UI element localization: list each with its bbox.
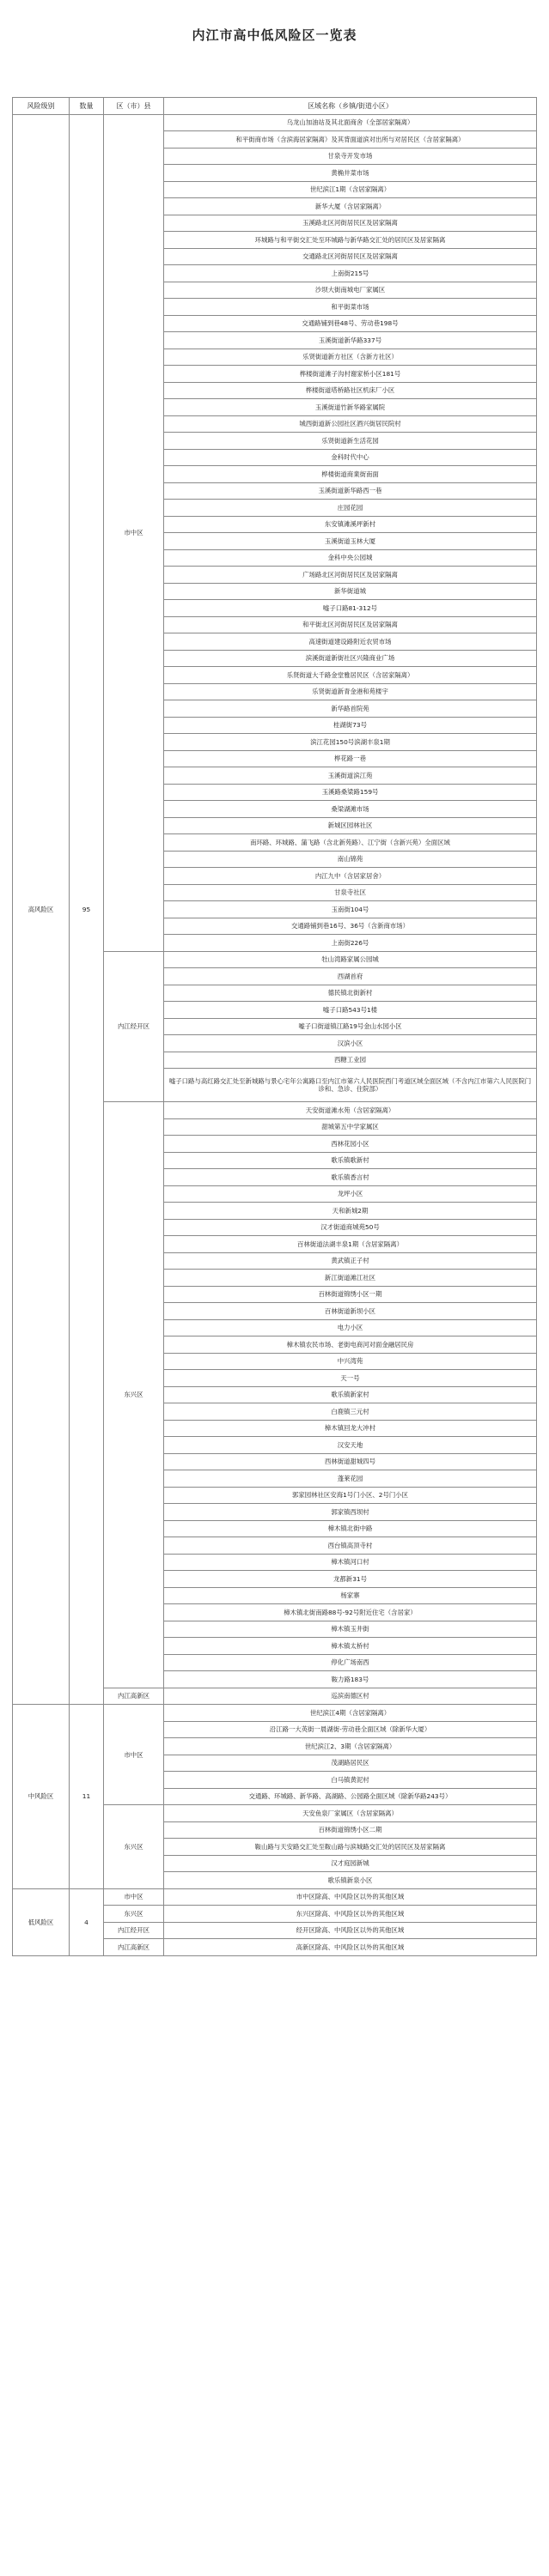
- area-name-cell: 金科中央公园城: [164, 549, 537, 567]
- area-name-cell: 东安镇滩溪坪新村: [164, 516, 537, 533]
- area-name-cell: 歌乐镇香言村: [164, 1169, 537, 1186]
- area-name-cell: 玉南街104号: [164, 901, 537, 918]
- count-cell: 11: [70, 1705, 104, 1889]
- area-name-cell: 樟木镇回龙大冲村: [164, 1420, 537, 1437]
- area-name-cell: 黄桷井菜市场: [164, 165, 537, 182]
- area-name-cell: 嘘子口街道镇江路19号金山水园小区: [164, 1018, 537, 1035]
- area-name-cell: 电力小区: [164, 1319, 537, 1336]
- area-name-cell: 玉溪街道新华路337号: [164, 332, 537, 349]
- area-name-cell: 鞍山路与天安路交汇处至鞍山路与滨城路交汇处的居民区及居家隔离: [164, 1839, 537, 1856]
- area-name-cell: 世纪滨江1期（含居家隔离）: [164, 181, 537, 198]
- area-name-cell: 樟木镇北街南路88号-92号附近住宅（含居家）: [164, 1604, 537, 1621]
- area-name-cell: 内江九中（含居家居舍）: [164, 868, 537, 885]
- district-cell: 内江经开区: [104, 951, 164, 1102]
- area-name-cell: 玉溪街道玉林大厦: [164, 533, 537, 550]
- area-name-cell: 世纪滨江2、3期（含居家隔离）: [164, 1738, 537, 1755]
- area-name-cell: 桑梁湖滩市场: [164, 801, 537, 818]
- area-name-cell: 甘泉寺开发市场: [164, 148, 537, 165]
- area-name-cell: 鞍力路183号: [164, 1671, 537, 1688]
- area-name-cell: 郭家园林社区安海1号门小区、2号门小区: [164, 1487, 537, 1504]
- area-name-cell: 西林花园小区: [164, 1136, 537, 1153]
- header-count: 数量: [70, 98, 104, 115]
- area-name-cell: 牡山湾路家属公园城: [164, 951, 537, 968]
- area-name-cell: 嘘子口路81-312号: [164, 600, 537, 617]
- area-name-cell: 玉溪街道新华路西一巷: [164, 482, 537, 500]
- area-name-cell: 天安街道滩水苑（含居家隔离）: [164, 1102, 537, 1119]
- area-name-cell: 汉安天地: [164, 1437, 537, 1454]
- area-name-cell: 西林街道甜城四号: [164, 1453, 537, 1470]
- area-name-cell: 玉溪路北区河街居民区及居家隔离: [164, 215, 537, 232]
- area-name-cell: 停化广场南西: [164, 1654, 537, 1671]
- district-cell: 市中区: [104, 1888, 164, 1906]
- area-name-cell: 歌乐镇歌新村: [164, 1152, 537, 1169]
- table-header-row: [13, 98, 537, 115]
- area-name-cell: 和平街菜市场: [164, 299, 537, 316]
- area-name-cell: 南山锦苑: [164, 851, 537, 868]
- district-cell: 东兴区: [104, 1805, 164, 1889]
- area-name-cell: 东兴区除高、中风险区以外的其他区域: [164, 1906, 537, 1923]
- risk-level-cell: 高风险区: [13, 114, 70, 1705]
- header-risk-level: 风险级别: [13, 98, 70, 115]
- area-name-cell: 百林街道锦绣小区二期: [164, 1821, 537, 1839]
- area-name-cell: 交通路铺到巷48号、劳动巷198号: [164, 315, 537, 332]
- area-name-cell: 乐贤街道新青金港和苑楼宇: [164, 683, 537, 700]
- count-cell: 95: [70, 114, 104, 1705]
- area-name-cell: 上南街226号: [164, 935, 537, 952]
- area-name-cell: 玉溪街道滨江苑: [164, 767, 537, 785]
- area-name-cell: 天和新城2期: [164, 1203, 537, 1220]
- area-name-cell: 新城区园林社区: [164, 817, 537, 834]
- area-name-cell: 汉才街道商城苑50号: [164, 1219, 537, 1236]
- area-name-cell: 庄园花园: [164, 500, 537, 517]
- page-title: 内江市高中低风险区一览表: [192, 27, 357, 43]
- header-area-name: 区域名称（乡镇/街道小区）: [164, 98, 537, 115]
- area-name-cell: 嘘子口路543号1楼: [164, 1002, 537, 1019]
- area-name-cell: 西台镇高顶寺村: [164, 1537, 537, 1555]
- area-name-cell: 西湖首府: [164, 968, 537, 985]
- table-row: [13, 1705, 537, 1722]
- area-name-cell: 龙都新31号: [164, 1571, 537, 1588]
- district-cell: 东兴区: [104, 1906, 164, 1923]
- area-name-cell: 樟木镇农民市场、老街电商河对面金融居民房: [164, 1336, 537, 1354]
- area-name-cell: 蓬莱花园: [164, 1470, 537, 1488]
- area-name-cell: 白鹿镇三元村: [164, 1403, 537, 1421]
- area-name-cell: 经开区除高、中风险区以外的其他区域: [164, 1922, 537, 1939]
- area-name-cell: 龙坪小区: [164, 1185, 537, 1203]
- area-name-cell: 沙坝大街南城电厂家属区: [164, 282, 537, 299]
- area-name-cell: 白马镇黄泥村: [164, 1772, 537, 1789]
- area-name-cell: 交通路铺到巷16号、36号（含新商市场）: [164, 918, 537, 935]
- area-name-cell: 新华大厦（含居家隔离）: [164, 198, 537, 215]
- count-cell: 4: [70, 1888, 104, 1955]
- area-name-cell: 乐贤街道新方社区（含新方社区）: [164, 349, 537, 366]
- area-name-cell: 杨家寨: [164, 1587, 537, 1604]
- area-name-cell: 歌乐镇新泉小区: [164, 1872, 537, 1889]
- area-name-cell: 桦楼街道商業街南面: [164, 466, 537, 483]
- area-name-cell: 黄武镇正子村: [164, 1252, 537, 1270]
- area-name-cell: 市中区除高、中风险区以外的其他区域: [164, 1888, 537, 1906]
- area-name-cell: 上南街215号: [164, 265, 537, 282]
- area-name-cell: 南环路、环城路、蒲飞路（含北新苑路）、江宁街（含新兴苑）全面区域: [164, 834, 537, 852]
- table-row: [13, 114, 537, 131]
- area-name-cell: 中兴湾苑: [164, 1353, 537, 1370]
- area-name-cell: 歌乐镇新家村: [164, 1386, 537, 1403]
- area-name-cell: 桦楼街道滩子沟村谢家桥小区181号: [164, 366, 537, 383]
- area-name-cell: 百林街道新坝小区: [164, 1303, 537, 1320]
- area-name-cell: 世纪滨江4期（含居家隔离）: [164, 1705, 537, 1722]
- area-name-cell: 和平街商市场（含滨海居家隔离）及其背面道滨对出所与对居民区（含居家隔离）: [164, 131, 537, 148]
- area-name-cell: 樟木镇河口村: [164, 1554, 537, 1571]
- area-name-cell: 天一号: [164, 1370, 537, 1387]
- area-name-cell: 广场路北区河街居民区及居家隔离: [164, 567, 537, 584]
- area-name-cell: 新华街道城: [164, 583, 537, 600]
- area-name-cell: 乐贤街道新生活花园: [164, 433, 537, 450]
- area-name-cell: 汉滨小区: [164, 1035, 537, 1052]
- area-name-cell: 高速街道建设路附近农贸市场: [164, 633, 537, 651]
- area-name-cell: 和平街北区河街居民区及居家隔离: [164, 616, 537, 633]
- area-name-cell: 交通路北区河街居民区及居家隔离: [164, 248, 537, 265]
- area-name-cell: 天安鱼泉厂家属区（含居家隔离）: [164, 1805, 537, 1822]
- area-name-cell: 嘘子口路与高红路交汇处至新城路与景心宅年公寓路口至内江市第六人民医院西门考道区域全面区域（不含内江市第六人民医院门诊和、急诊、住院部）: [164, 1069, 537, 1102]
- table-row: [13, 1888, 537, 1906]
- area-name-cell: 茂湖路居民区: [164, 1755, 537, 1772]
- header-district: 区（市）县: [104, 98, 164, 115]
- area-name-cell: 德民镇北街新村: [164, 985, 537, 1002]
- area-name-cell: 新华路首院苑: [164, 700, 537, 718]
- area-name-cell: 交通路、环城路、新华路、高湖路、公园路全面区域（除新华路243号）: [164, 1788, 537, 1805]
- area-name-cell: 百林街道锦绣小区一期: [164, 1286, 537, 1303]
- risk-level-cell: 低风险区: [13, 1888, 70, 1955]
- district-cell: 内江经开区: [104, 1922, 164, 1939]
- district-cell: 市中区: [104, 114, 164, 951]
- area-name-cell: 城西街道新公园社区酒兴街居民院村: [164, 415, 537, 433]
- area-name-cell: 巡滨南德区村: [164, 1688, 537, 1705]
- area-name-cell: 汉才庭园新城: [164, 1855, 537, 1872]
- district-cell: 内江高新区: [104, 1688, 164, 1705]
- area-name-cell: 桂湖街73号: [164, 717, 537, 734]
- area-name-cell: 西糖工业园: [164, 1052, 537, 1069]
- risk-level-cell: 中风险区: [13, 1705, 70, 1889]
- area-name-cell: 高新区除高、中风险区以外的其他区域: [164, 1939, 537, 1956]
- area-name-cell: 滨溪街道新街社区兴隆商业广场: [164, 650, 537, 667]
- area-name-cell: 甜城第五中学家属区: [164, 1118, 537, 1136]
- area-name-cell: 乌龙山加油站及其北面商舍（全部居家隔离）: [164, 114, 537, 131]
- risk-area-table-body: [13, 98, 537, 1956]
- area-name-cell: 滨江花园150号滨湖丰泉1期: [164, 734, 537, 751]
- district-cell: 东兴区: [104, 1102, 164, 1688]
- district-cell: 内江高新区: [104, 1939, 164, 1956]
- area-name-cell: 金科时代中心: [164, 449, 537, 466]
- area-name-cell: 樟木镇北街中路: [164, 1520, 537, 1537]
- area-name-cell: 新江街道滩江社区: [164, 1270, 537, 1287]
- area-name-cell: 桦花路一巷: [164, 750, 537, 767]
- area-name-cell: 环城路与和平街交汇处至环城路与新华路交汇处的居民区及居家隔离: [164, 232, 537, 249]
- area-name-cell: 百林街道法湖丰泉1期（含居家隔离）: [164, 1236, 537, 1253]
- area-name-cell: 桦楼街道塔桥路社区机床厂小区: [164, 382, 537, 399]
- area-name-cell: 玉溪路桑梁路159号: [164, 784, 537, 801]
- area-name-cell: 玉溪街道竹新华路家属院: [164, 399, 537, 416]
- area-name-cell: 沿江路一大英街一晨湖街-劳动巷全面区域（除新华大厦）: [164, 1721, 537, 1738]
- district-cell: 市中区: [104, 1705, 164, 1805]
- area-name-cell: 郭家镇西坝村: [164, 1504, 537, 1521]
- area-name-cell: 甘泉寺社区: [164, 884, 537, 901]
- area-name-cell: 樟木镇玉井街: [164, 1621, 537, 1638]
- area-name-cell: 乐贤街道大千路金堂雅居民区（含居家隔离）: [164, 667, 537, 684]
- risk-area-table: [12, 97, 537, 1956]
- area-name-cell: 樟木镇太桥村: [164, 1638, 537, 1655]
